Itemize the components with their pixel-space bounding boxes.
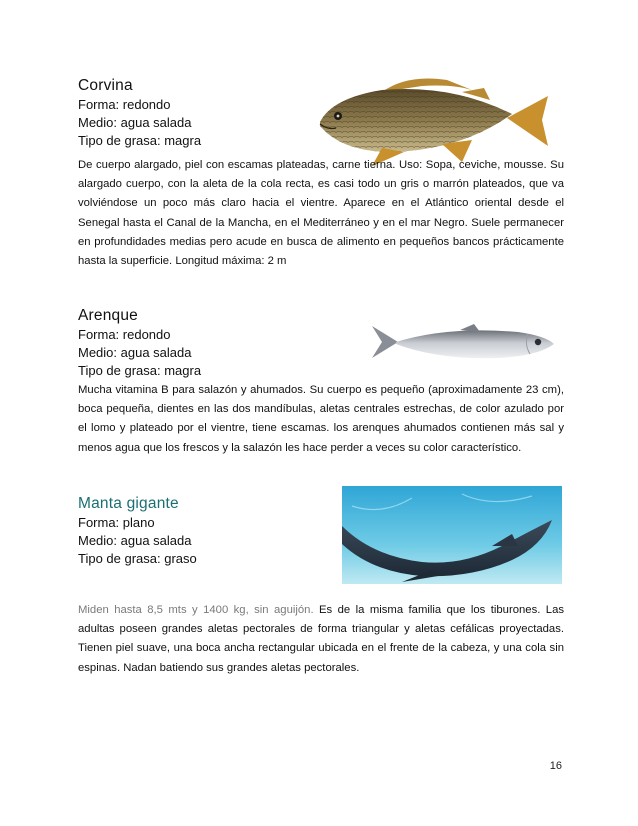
manta-ray-image	[342, 486, 562, 584]
attr-forma: Forma: plano	[78, 515, 155, 530]
section-title: Arenque	[78, 307, 139, 324]
attr-medio: Medio: agua salada	[78, 115, 192, 130]
section-body: Mucha vitamina B para salazón y ahumados. Su cuerpo es pequeño (aproximadamente 23 cm), boca pequeña, dientes en las dos mandíbulas, aletas centrales estrechas, de color azulado por el lomo y plateado por el vientre, tiene escamas. los arenques ahumados contienen más sal y menos agua que los frescos y la salazón les hace perder a veces su color característico.	[78, 384, 564, 454]
attr-medio: Medio: agua salada	[78, 533, 192, 548]
attr-grasa: Tipo de grasa: graso	[78, 551, 197, 566]
manta-size-lead: Miden hasta 8,5 mts y 1400 kg, sin aguijón.	[78, 604, 314, 616]
section-title: Corvina	[78, 77, 133, 94]
section-body	[78, 601, 564, 678]
attr-medio: Medio: agua salada	[78, 345, 192, 360]
page-number: 16	[549, 760, 562, 772]
corvina-fish-image	[312, 70, 552, 170]
attr-grasa: Tipo de grasa: magra	[78, 363, 202, 378]
section-body: De cuerpo alargado, piel con escamas plateadas, carne tierna. Uso: Sopa, ceviche, mousse. Su alargado cuerpo, con la aleta de la cola recta, es casi todo un gris o marrón plateados, que va volviéndose un poco más claro hacia el vientre. Aparece en el Atlántico oriental desde el Senegal hasta el Canal de la Mancha, en el Mediterráneo y en el mar Negro. Suele permanecer en profundidades medias pero acude en busca de alimento en pequeños bancos prácticamente hasta la superficie. Longitud máxima: 2 m	[78, 159, 564, 268]
section-title: Manta gigante	[78, 495, 179, 512]
manta-body-rest: Es de la misma familia que los tiburones. Las adultas poseen grandes aletas pectorales de forma triangular y aletas cefálicas proyectadas. Tienen piel suave, una boca ancha rectangular ubicada en el frente de la cabeza, y una cola sin espinas. Nadan batiendo sus grandes aletas pectorales.	[78, 604, 565, 674]
attr-grasa: Tipo de grasa: magra	[78, 133, 202, 148]
attr-forma: Forma: redondo	[78, 327, 171, 342]
herring-fish-image	[368, 318, 558, 368]
attr-forma: Forma: redondo	[78, 97, 171, 112]
